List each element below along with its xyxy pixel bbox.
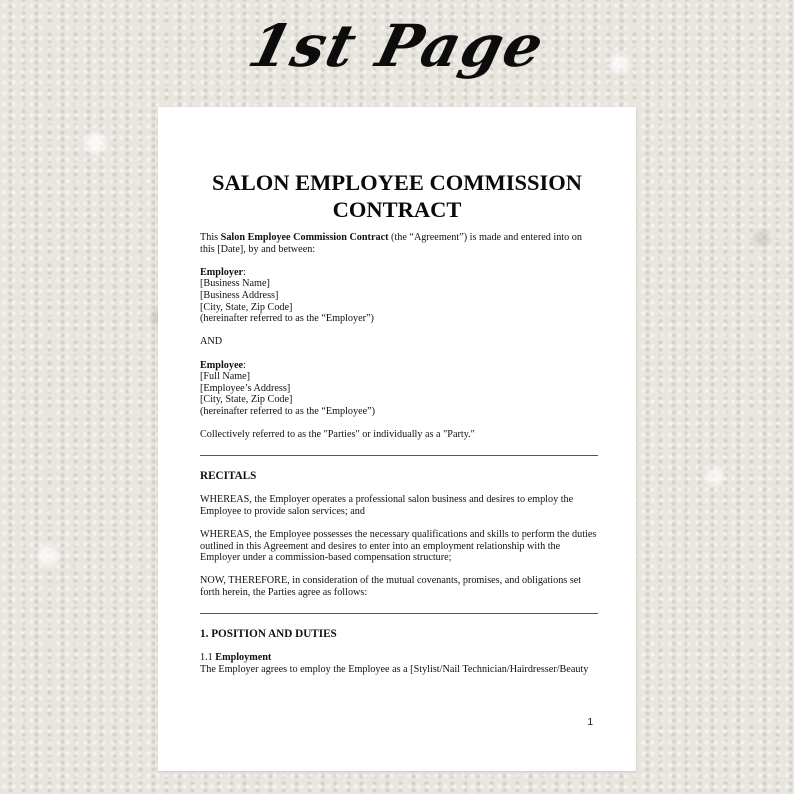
- employee-line: [Employee’s Address]: [200, 382, 291, 394]
- recitals-heading: RECITALS: [200, 469, 257, 482]
- recital-line: Employee to provide salon services; and: [200, 505, 365, 517]
- recital-line: forth herein, the Parties agree as follows:: [200, 587, 368, 599]
- recital-paragraph: [200, 575, 598, 598]
- recital-paragraph: [200, 494, 598, 517]
- section-divider: [200, 613, 598, 614]
- document-page: [158, 107, 636, 771]
- recital-line: WHEREAS, the Employer operates a professional salon business and desires to employ the: [200, 494, 574, 506]
- document-body: [200, 232, 598, 675]
- intro-paragraph: [200, 232, 598, 255]
- and-text: AND: [200, 336, 223, 348]
- employee-block: [200, 360, 598, 418]
- employee-heading: Employee: [200, 359, 244, 371]
- employer-colon: :: [243, 266, 246, 278]
- employee-line: [City, State, Zip Code]: [200, 394, 293, 406]
- recital-line: NOW, THEREFORE, in consideration of the mutual covenants, promises, and obligations set: [200, 575, 582, 587]
- document-title: SALON EMPLOYEE COMMISSION CONTRACT: [211, 170, 583, 222]
- intro-post: (the “Agreement”) is made and entered into on: [388, 232, 582, 243]
- employer-line: [Business Name]: [200, 278, 270, 290]
- recital-line: WHEREAS, the Employee possesses the necessary qualifications and skills to perform the duties: [200, 529, 597, 541]
- recital-line: Employer under a commission-based compensation structure;: [200, 552, 452, 564]
- recital-line: outlined in this Agreement and desires to enter into an employment relationship with the: [200, 540, 561, 552]
- collectively-paragraph: Collectively referred to as the "Parties" or individually as a "Party.": [200, 429, 475, 441]
- section-1-heading: 1. POSITION AND DUTIES: [200, 627, 337, 640]
- recital-paragraph: [200, 529, 598, 564]
- intro-line2: this [Date], by and between:: [200, 243, 316, 255]
- employee-line: [Full Name]: [200, 371, 251, 383]
- employee-line: (hereinafter referred to as the “Employee”): [200, 405, 376, 417]
- subsection-title: Employment: [215, 652, 272, 664]
- intro-pre: This: [200, 232, 221, 243]
- page-label-heading: 1st Page: [241, 12, 553, 80]
- section-divider: [200, 455, 598, 456]
- employer-line: [Business Address]: [200, 289, 279, 301]
- subsection-1-1: [200, 652, 598, 675]
- employee-colon: :: [243, 359, 246, 371]
- employer-heading: Employer: [200, 266, 244, 278]
- employer-block: [200, 267, 598, 325]
- intro-contract-name: Salon Employee Commission Contract: [220, 232, 389, 243]
- subsection-number: 1.1: [200, 652, 216, 664]
- employer-line: (hereinafter referred to as the “Employer”): [200, 313, 374, 325]
- subsection-text: The Employer agrees to employ the Employee as a [Stylist/Nail Technician/Hairdresser/Beauty: [200, 663, 589, 675]
- page-number: 1: [587, 717, 593, 728]
- employer-line: [City, State, Zip Code]: [200, 301, 293, 313]
